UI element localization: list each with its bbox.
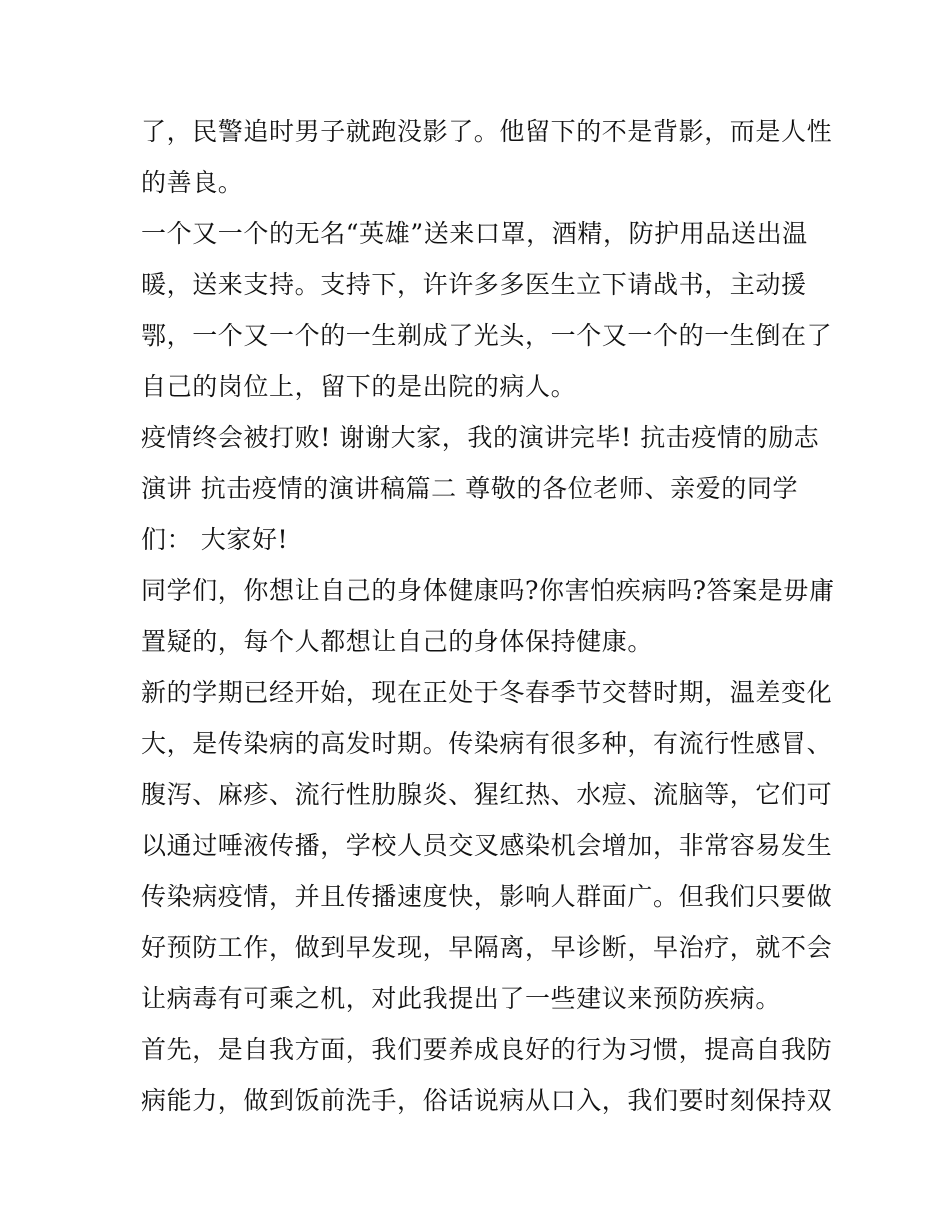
text-line: 自己的岗位上，留下的是出院的病人。 <box>141 372 577 401</box>
text-line: 好预防工作，做到早发现，早隔离，早诊断，早治疗，就不会 <box>141 933 833 962</box>
text-line: 病能力，做到饭前洗手，俗话说病从口入，我们要时刻保持双 <box>141 1086 833 1115</box>
text-line: 首先，是自我方面，我们要养成良好的行为习惯，提高自我防 <box>141 1035 833 1064</box>
text-line: 鄂，一个又一个的一生剃成了光头，一个又一个的一生倒在了 <box>141 321 833 350</box>
text-line: 同学们，你想让自己的身体健康吗?你害怕疾病吗?答案是毋庸 <box>141 576 835 605</box>
text-line: 让病毒有可乘之机，对此我提出了一些建议来预防疾病。 <box>141 984 782 1013</box>
text-line: 腹泻、麻疹、流行性肋腺炎、猩红热、水痘、流脑等，它们可 <box>141 780 833 809</box>
text-line: 置疑的，每个人都想让自己的身体保持健康。 <box>141 627 654 656</box>
document-body <box>141 106 835 1126</box>
text-line: 的善良。 <box>141 168 244 197</box>
text-line: 了，民警追时男子就跑没影了。他留下的不是背影，而是人性 <box>141 117 833 146</box>
text-line: 新的学期已经开始，现在正处于冬春季节交替时期，温差变化 <box>141 678 833 707</box>
text-line: 传染病疫情，并且传播速度快，影响人群面广。但我们只要做 <box>141 882 833 911</box>
text-line: 暖，送来支持。支持下，许许多多医生立下请战书，主动援 <box>141 270 807 299</box>
text-line: 一个又一个的无名“英雄”送来口罩，酒精，防护用品送出温 <box>141 219 808 248</box>
text-line: 们： 大家好! <box>141 525 289 554</box>
text-line: 演讲 抗击疫情的演讲稿篇二 尊敬的各位老师、亲爱的同学 <box>141 474 799 503</box>
text-line: 大，是传染病的高发时期。传染病有很多种，有流行性感冒、 <box>141 729 833 758</box>
text-line: 疫情终会被打败! 谢谢大家，我的演讲完毕! 抗击疫情的励志 <box>141 423 820 452</box>
text-line: 以通过唾液传播，学校人员交叉感染机会增加，非常容易发生 <box>141 831 833 860</box>
